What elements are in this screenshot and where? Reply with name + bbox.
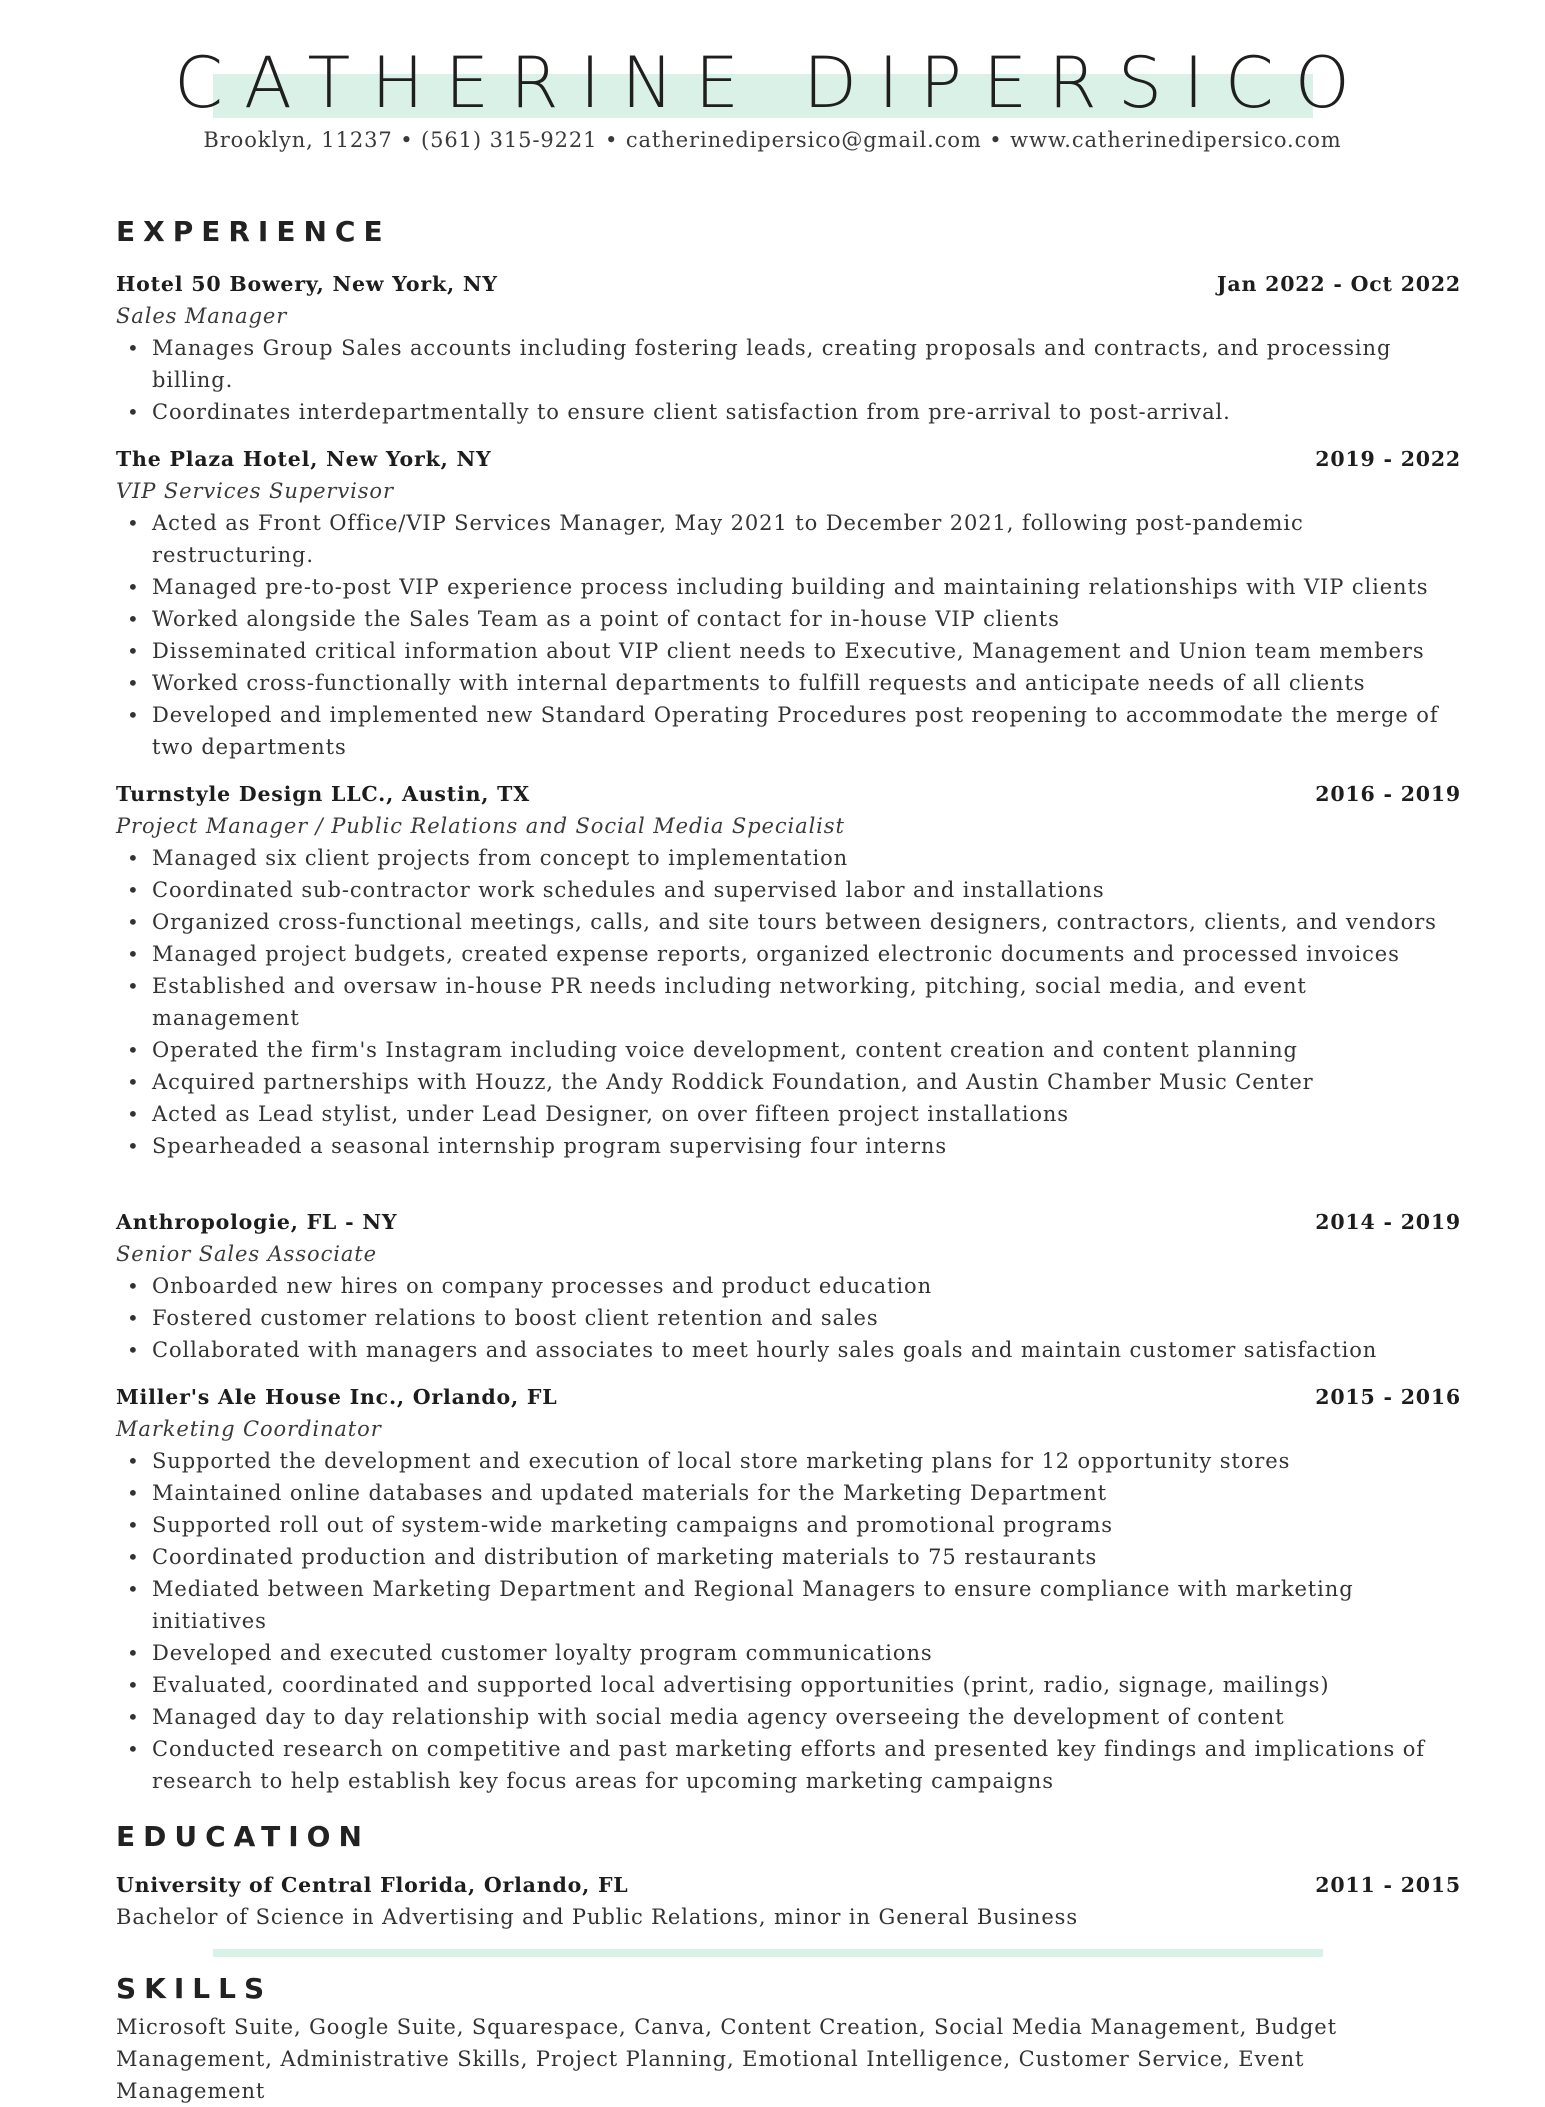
skills-list: Microsoft Suite, Google Suite, Squarespace, Canva, Content Creation, Social Media Management, Budget Management, Administrative Skills, Project Planning, Emotional Intelligence, Customer Service, Event Management xyxy=(116,2015,1337,2103)
bullet-item: • Coordinated production and distribution of marketing materials to 75 restaurants xyxy=(152,1541,1461,1573)
bullet-item: • Supported roll out of system-wide marketing campaigns and promotional programs xyxy=(152,1509,1461,1541)
bullet-item: • Fostered customer relations to boost client retention and sales xyxy=(152,1302,1461,1334)
contact-line: Brooklyn, 11237 • (561) 315-9221 • catherinedipersico@gmail.com • www.catherinedipersico.com xyxy=(203,128,1342,152)
job-dates: 2014 - 2019 xyxy=(1315,1210,1461,1234)
job-company: Anthropologie, FL - NY xyxy=(116,1210,398,1234)
job-dates: 2019 - 2022 xyxy=(1315,447,1461,471)
bullet-item: • Mediated between Marketing Department and Regional Managers to ensure compliance with marketing initiatives xyxy=(152,1573,1461,1637)
bullet-item: • Developed and implemented new Standard Operating Procedures post reopening to accommodate the merge of two departments xyxy=(152,699,1461,763)
bullet-item: • Onboarded new hires on company processes and product education xyxy=(152,1270,1461,1302)
bullet-item: • Acquired partnerships with Houzz, the Andy Roddick Foundation, and Austin Chamber Music Center xyxy=(152,1066,1461,1098)
job-header xyxy=(116,1381,1461,1413)
bullet-item: • Developed and executed customer loyalty program communications xyxy=(152,1637,1461,1669)
job-role: Senior Sales Associate xyxy=(116,1242,377,1266)
bullet-item: • Maintained online databases and updated materials for the Marketing Department xyxy=(152,1477,1461,1509)
footer-accent-bar xyxy=(213,1949,1323,1957)
school-name: University of Central Florida, Orlando, FL xyxy=(116,1873,629,1897)
job-entry xyxy=(116,268,1461,428)
job-role: Sales Manager xyxy=(116,304,288,328)
bullet-item: • Managed pre-to-post VIP experience process including building and maintaining relationships with VIP clients xyxy=(152,571,1461,603)
experience-heading: EXPERIENCE xyxy=(116,215,391,248)
job-entry xyxy=(116,443,1461,763)
job-header xyxy=(116,778,1461,810)
job-entry xyxy=(116,1206,1461,1366)
bullet-item: • Spearheaded a seasonal internship program supervising four interns xyxy=(152,1130,1461,1162)
job-entry xyxy=(116,1381,1461,1797)
job-company: Hotel 50 Bowery, New York, NY xyxy=(116,272,498,296)
education-section xyxy=(116,1815,1461,1933)
job-header xyxy=(116,1206,1461,1238)
name-header xyxy=(0,38,1545,128)
bullet-item: • Conducted research on competitive and past marketing efforts and presented key findings and implications of research to help establish key focus areas for upcoming marketing campaigns xyxy=(152,1733,1461,1797)
job-header xyxy=(116,268,1461,300)
job-role: VIP Services Supervisor xyxy=(116,479,394,503)
job-bullets xyxy=(116,507,1461,763)
job-bullets xyxy=(116,842,1461,1162)
job-header xyxy=(116,443,1461,475)
bullet-item: • Established and oversaw in-house PR needs including networking, pitching, social media, and event management xyxy=(152,970,1461,1034)
job-company: Miller's Ale House Inc., Orlando, FL xyxy=(116,1385,558,1409)
degree: Bachelor of Science in Advertising and Public Relations, minor in General Business xyxy=(116,1905,1079,1929)
bullet-item: • Acted as Lead stylist, under Lead Designer, on over fifteen project installations xyxy=(152,1098,1461,1130)
bullet-item: • Managed project budgets, created expense reports, organized electronic documents and processed invoices xyxy=(152,938,1461,970)
bullet-item: • Managed six client projects from concept to implementation xyxy=(152,842,1461,874)
bullet-item: • Worked cross-functionally with internal departments to fulfill requests and anticipate needs of all clients xyxy=(152,667,1461,699)
bullet-item: • Operated the firm's Instagram including voice development, content creation and content planning xyxy=(152,1034,1461,1066)
job-entry xyxy=(116,778,1461,1162)
job-dates: 2015 - 2016 xyxy=(1315,1385,1461,1409)
job-role: Marketing Coordinator xyxy=(116,1417,382,1441)
bullet-item: • Coordinates interdepartmentally to ensure client satisfaction from pre-arrival to post-arrival. xyxy=(152,396,1461,428)
experience-section xyxy=(116,210,1461,1797)
skills-section xyxy=(116,1967,1461,2107)
bullet-item: • Managed day to day relationship with social media agency overseeing the development of content xyxy=(152,1701,1461,1733)
bullet-item: • Collaborated with managers and associates to meet hourly sales goals and maintain customer satisfaction xyxy=(152,1334,1461,1366)
job-bullets xyxy=(116,1445,1461,1797)
bullet-item: • Disseminated critical information about VIP client needs to Executive, Management and Union team members xyxy=(152,635,1461,667)
bullet-item: • Evaluated, coordinated and supported local advertising opportunities (print, radio, signage, mailings) xyxy=(152,1669,1461,1701)
candidate-name: CATHERINE DIPERSICO xyxy=(174,42,1371,124)
skills-heading: SKILLS xyxy=(116,1972,273,2005)
education-entry xyxy=(116,1869,1461,1933)
bullet-item: • Supported the development and execution of local store marketing plans for 12 opportunity stores xyxy=(152,1445,1461,1477)
job-dates: Jan 2022 - Oct 2022 xyxy=(1216,272,1461,296)
education-dates: 2011 - 2015 xyxy=(1315,1873,1461,1897)
job-role: Project Manager / Public Relations and Social Media Specialist xyxy=(116,814,845,838)
bullet-item: • Manages Group Sales accounts including fostering leads, creating proposals and contracts, and processing billing. xyxy=(152,332,1461,396)
job-bullets xyxy=(116,1270,1461,1366)
job-company: Turnstyle Design LLC., Austin, TX xyxy=(116,782,530,806)
bullet-item: • Organized cross-functional meetings, calls, and site tours between designers, contractors, clients, and vendors xyxy=(152,906,1461,938)
education-heading: EDUCATION xyxy=(116,1820,370,1853)
education-header xyxy=(116,1869,1461,1901)
job-dates: 2016 - 2019 xyxy=(1315,782,1461,806)
job-bullets xyxy=(116,332,1461,428)
job-company: The Plaza Hotel, New York, NY xyxy=(116,447,492,471)
bullet-item: • Acted as Front Office/VIP Services Manager, May 2021 to December 2021, following post-pandemic restructuring. xyxy=(152,507,1461,571)
bullet-item: • Coordinated sub-contractor work schedules and supervised labor and installations xyxy=(152,874,1461,906)
bullet-item: • Worked alongside the Sales Team as a point of contact for in-house VIP clients xyxy=(152,603,1461,635)
resume-body xyxy=(116,210,1461,2107)
